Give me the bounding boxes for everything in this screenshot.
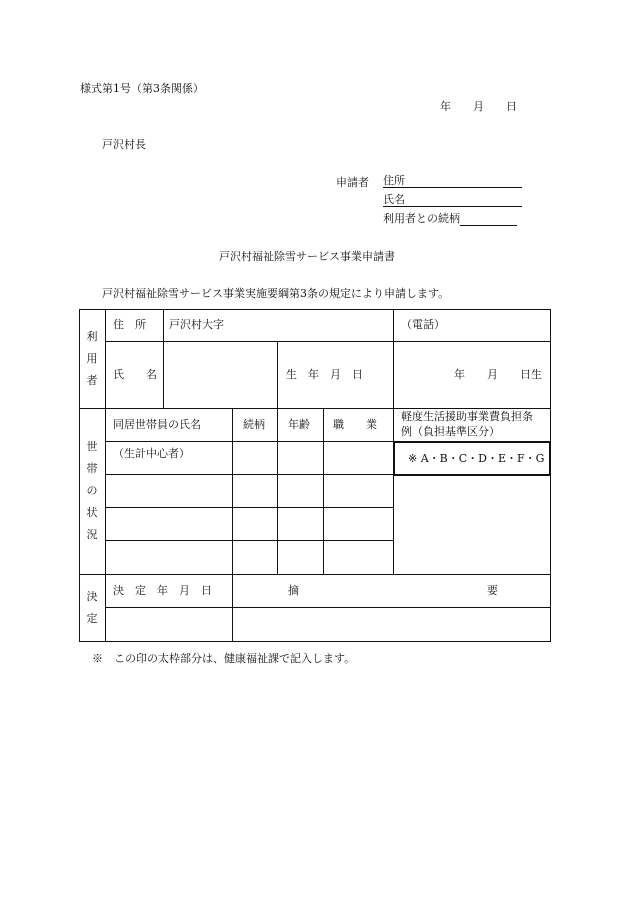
summary-cell[interactable]	[233, 608, 550, 641]
date-label: 年 月 日	[440, 100, 517, 113]
user-address-value[interactable]: 戸沢村大字	[169, 318, 224, 331]
user-name-label: 氏 名	[113, 368, 157, 381]
addressee: 戸沢村長	[102, 138, 146, 151]
breadwinner-label: （生計中心者）	[113, 447, 190, 460]
decision-date-label: 決 定 年 月 日	[113, 584, 212, 597]
form-title: 戸沢村福祉除雪サービス事業申請書	[219, 250, 395, 263]
applicant-address-label: 住所	[383, 174, 405, 187]
col-occupation: 職 業	[333, 418, 377, 431]
footnote: ※ この印の太枠部分は、健康福祉課で記入します。	[92, 652, 356, 665]
user-birth-value[interactable]: 年 月 日生	[454, 368, 542, 381]
burden-category-value[interactable]: ※ A・B・C・D・E・F・G	[408, 452, 545, 465]
burden-label-line1: 軽度生活援助事業費負担条	[401, 410, 533, 423]
applicant-relation-field[interactable]	[383, 212, 517, 226]
col-member-name: 同居世帯員の氏名	[113, 418, 201, 431]
applicant-name-label: 氏名	[383, 193, 405, 206]
summary-label-2: 要	[487, 584, 498, 597]
burden-label-line2: 例（負担基準区分）	[401, 425, 500, 438]
intro-text: 戸沢村福祉除雪サービス事業実施要綱第3条の規定により申請します。	[102, 287, 450, 300]
user-address-label: 住 所	[113, 318, 146, 331]
applicant-relation-label: 利用者との続柄	[383, 212, 460, 225]
section-label-decision: 決 定	[86, 590, 98, 625]
section-label-household: 世 帯 の 状 況	[86, 440, 98, 541]
user-phone-label: （電話）	[401, 318, 445, 331]
applicant-name-field[interactable]	[383, 193, 522, 207]
form-number: 様式第1号（第3条関係）	[80, 82, 204, 95]
summary-label-1: 摘	[288, 584, 299, 597]
applicant-label: 申請者	[336, 176, 369, 189]
applicant-address-field[interactable]	[383, 174, 522, 188]
section-label-user: 利 用 者	[86, 330, 98, 387]
member-name-cell[interactable]	[106, 508, 232, 540]
member-name-cell[interactable]	[106, 475, 232, 507]
col-relation: 続柄	[243, 418, 265, 431]
decision-date-cell[interactable]	[106, 608, 232, 641]
col-age: 年齢	[288, 418, 310, 431]
member-name-cell[interactable]	[106, 541, 232, 574]
user-birth-label: 生 年 月 日	[286, 368, 363, 381]
